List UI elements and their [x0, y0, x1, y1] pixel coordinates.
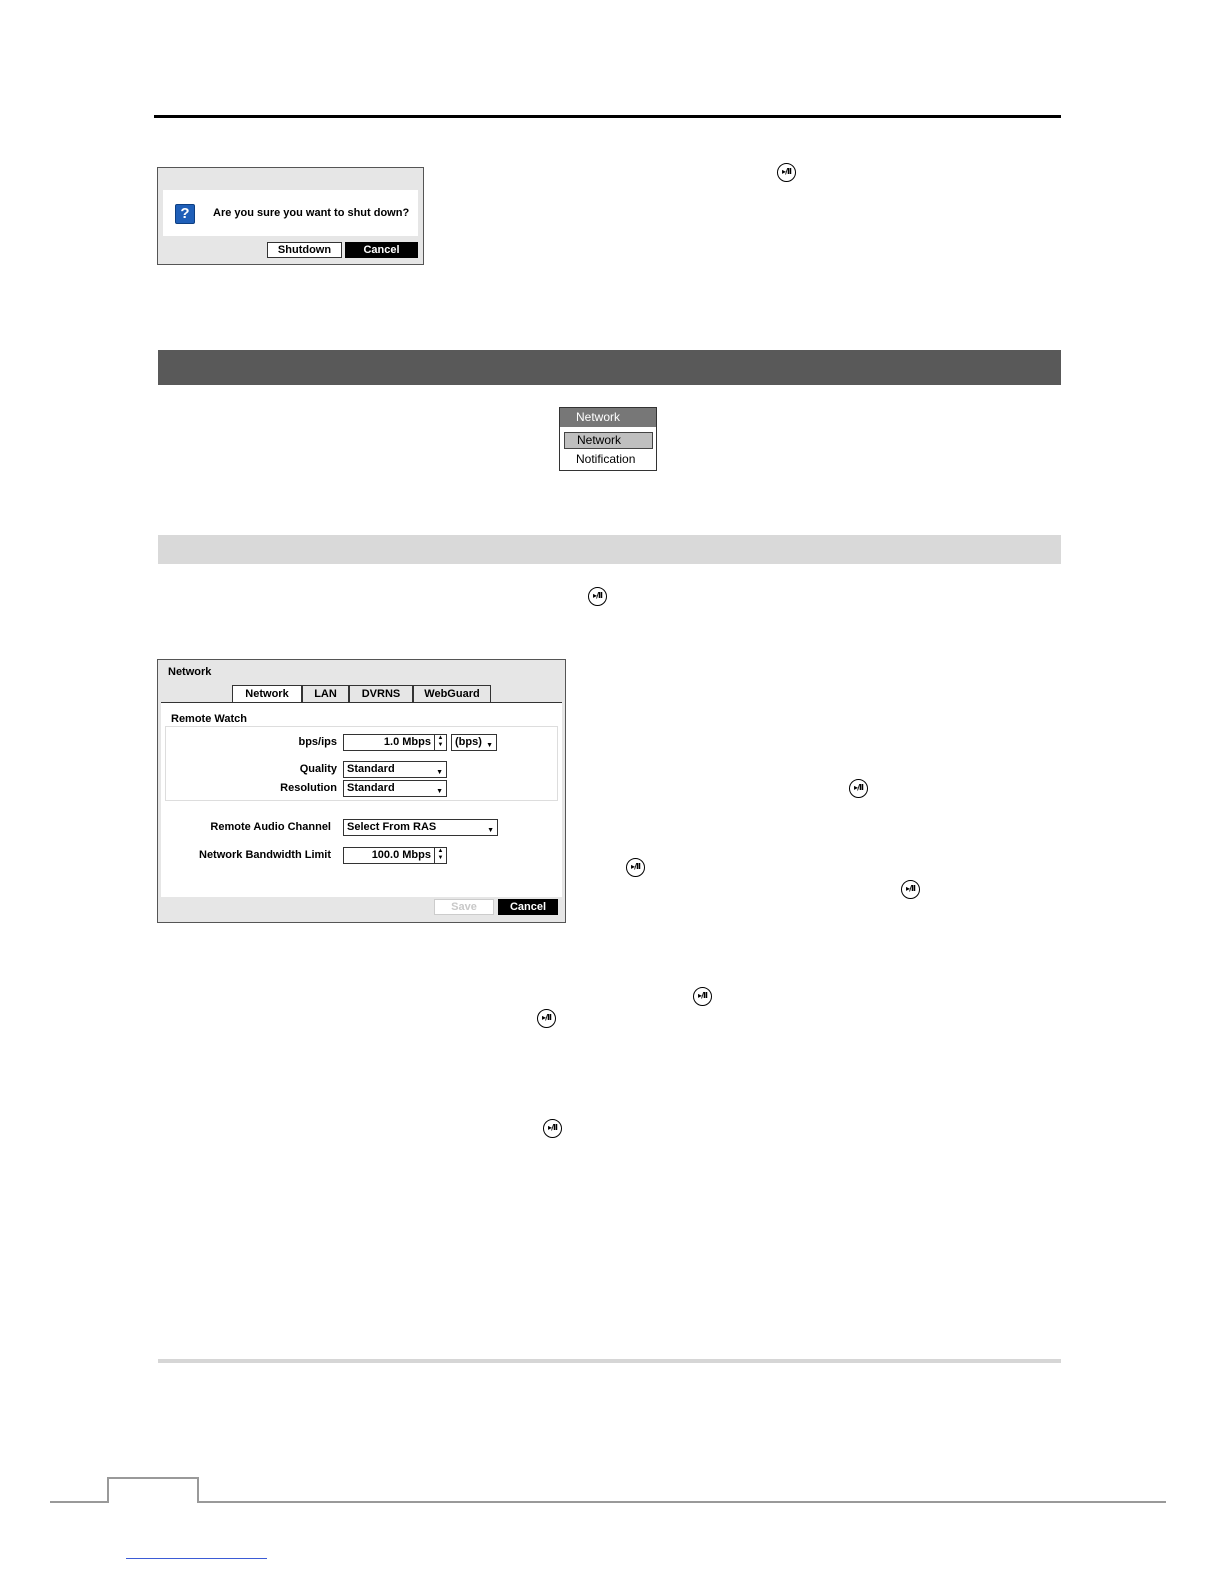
network-setup-dialog: [157, 659, 566, 923]
page-number-tab: [107, 1477, 199, 1503]
remote-watch-label: Remote Watch: [171, 713, 247, 725]
save-button[interactable]: Save: [434, 899, 494, 915]
network-menu: [559, 407, 657, 471]
tab-lan[interactable]: LAN: [302, 685, 349, 703]
bps-unit-select[interactable]: [451, 734, 497, 751]
play-pause-icon: ▸/II: [901, 880, 920, 899]
bps-stepper[interactable]: [343, 734, 447, 751]
play-pause-icon: ▸/II: [626, 858, 645, 877]
section-end-rule: [158, 1359, 1061, 1363]
play-pause-icon: ▸/II: [849, 779, 868, 798]
dialog-title: Network: [168, 666, 212, 678]
shutdown-message: Are you sure you want to shut down?: [213, 207, 410, 219]
play-pause-icon: ▸/II: [693, 987, 712, 1006]
shutdown-button[interactable]: Shutdown: [267, 242, 342, 258]
shutdown-dialog: [157, 167, 424, 265]
network-menu-header: Network: [560, 408, 656, 427]
cancel-button[interactable]: Cancel: [345, 242, 418, 258]
play-pause-icon: ▸/II: [588, 587, 607, 606]
quality-label: Quality: [299, 763, 337, 775]
shutdown-dialog-body: [163, 190, 418, 236]
subsection-header-bar: [158, 535, 1061, 564]
section-header-bar: [158, 350, 1061, 385]
resolution-label: Resolution: [280, 782, 337, 794]
quality-select[interactable]: [343, 761, 447, 778]
bps-unit-value: (bps): [455, 736, 482, 748]
spinner-arrows-icon: ▲ ▼: [434, 848, 446, 863]
bps-label: bps/ips: [298, 736, 337, 748]
play-pause-icon: ▸/II: [537, 1009, 556, 1028]
tab-network[interactable]: Network: [232, 685, 302, 704]
remote-audio-select[interactable]: [343, 819, 498, 836]
resolution-value: Standard: [347, 782, 395, 794]
bandwidth-limit-stepper[interactable]: [343, 847, 447, 864]
tab-webguard[interactable]: WebGuard: [413, 685, 491, 703]
question-icon: ?: [175, 204, 195, 224]
chevron-down-icon: ▼: [436, 769, 443, 776]
bps-value: 1.0 Mbps: [383, 736, 431, 748]
play-pause-icon: ▸/II: [777, 163, 796, 182]
cancel-button[interactable]: Cancel: [498, 899, 558, 915]
network-tab-panel: [161, 702, 562, 897]
chevron-down-icon: ▼: [436, 788, 443, 795]
chevron-down-icon: ▼: [486, 742, 493, 749]
header-rule: [154, 115, 1061, 118]
remote-audio-value: Select From RAS: [347, 821, 437, 833]
resolution-select[interactable]: [343, 780, 447, 797]
play-pause-icon: ▸/II: [543, 1119, 562, 1138]
bandwidth-limit-label: Network Bandwidth Limit: [199, 849, 331, 861]
menu-item-network[interactable]: Network: [564, 432, 653, 449]
spinner-arrows-icon: ▲ ▼: [434, 735, 446, 750]
menu-item-notification[interactable]: Notification: [576, 452, 636, 466]
bandwidth-limit-value: 100.0 Mbps: [371, 849, 431, 861]
footer-rule: [50, 1501, 1166, 1503]
tab-dvrns[interactable]: DVRNS: [349, 685, 413, 703]
remote-audio-label: Remote Audio Channel: [210, 821, 331, 833]
quality-value: Standard: [347, 763, 395, 775]
footer-link-underline: [126, 1558, 267, 1559]
chevron-down-icon: ▼: [487, 827, 494, 834]
